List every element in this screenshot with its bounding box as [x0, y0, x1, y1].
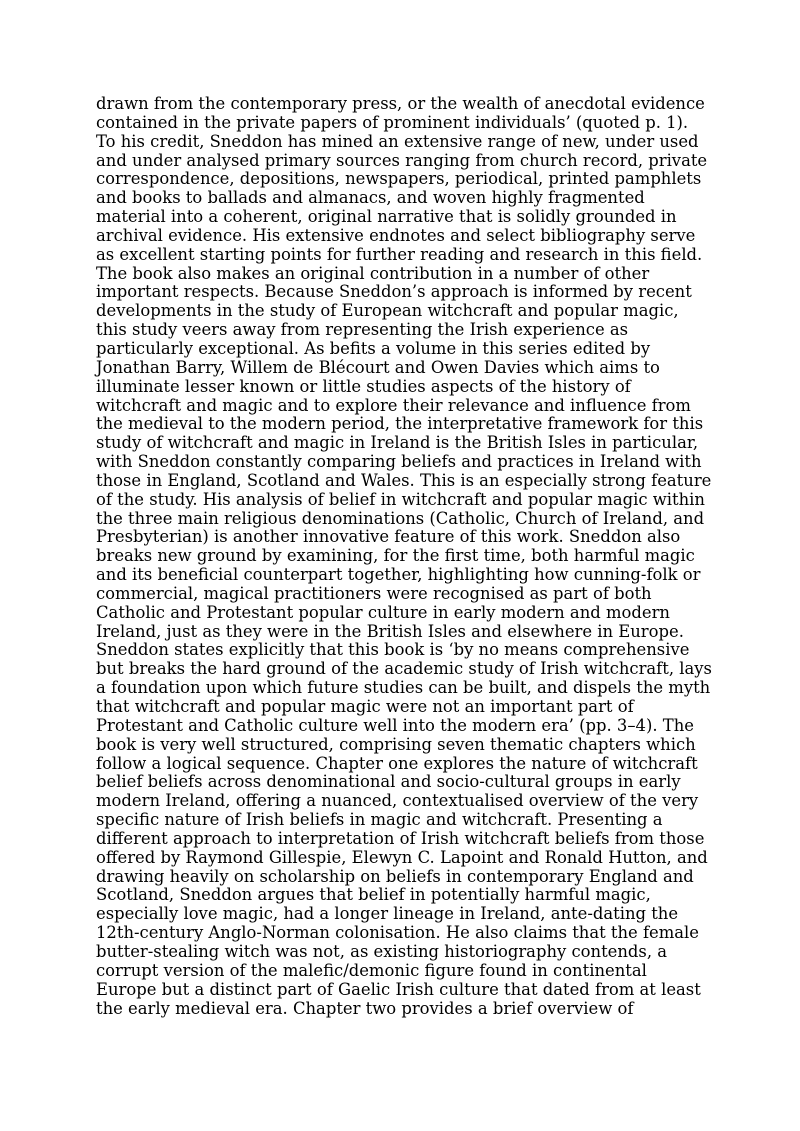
text-line: specific nature of Irish beliefs in magic and witchcraft. Presenting a — [96, 810, 663, 830]
text-line: contained in the private papers of prominent individuals’ (quoted p. 1). — [96, 112, 689, 132]
text-line: especially love magic, had a longer lineage in Ireland, ante-dating the — [96, 904, 679, 924]
text-line: correspondence, depositions, newspapers, periodical, printed pamphlets — [96, 169, 702, 189]
text-line: Ireland, just as they were in the British Isles and elsewhere in Europe. — [96, 621, 684, 641]
text-line: Europe but a distinct part of Gaelic Irish culture that dated from at least — [96, 979, 701, 999]
text-line: drawn from the contemporary press, or the wealth of anecdotal evidence — [96, 94, 705, 113]
text-line: of the study. His analysis of belief in witchcraft and popular magic within — [96, 489, 705, 509]
text-line: with Sneddon constantly comparing beliefs and practices in Ireland with — [96, 452, 702, 472]
text-line: commercial, magical practitioners were recognised as part of both — [96, 583, 652, 603]
text-line: and books to ballads and almanacs, and woven highly fragmented — [96, 188, 645, 208]
document-body — [96, 95, 716, 1018]
text-line: butter-stealing witch was not, as existing historiography contends, a — [96, 941, 668, 961]
text-line: that witchcraft and popular magic were not an important part of — [96, 697, 634, 716]
text-line: study of witchcraft and magic in Ireland is the British Isles in particular, — [96, 433, 699, 453]
text-line: as excellent starting points for further reading and research in this field. — [96, 244, 703, 264]
text-line: Catholic and Protestant popular culture in early modern and modern — [96, 602, 670, 622]
text-line: and under analysed primary sources ranging from church record, private — [96, 150, 708, 170]
text-line: and its beneficial counterpart together, highlighting how cunning-folk or — [96, 565, 701, 585]
text-line: To his credit, Sneddon has mined an extensive range of new, under used — [96, 131, 699, 151]
text-line: witchcraft and magic and to explore their relevance and influence from — [96, 395, 691, 415]
text-line: Protestant and Catholic culture well into the modern era’ (pp. 3–4). The — [96, 715, 694, 735]
text-line: illuminate lesser known or little studies aspects of the history of — [96, 376, 631, 396]
text-line: the medieval to the modern period, the interpretative framework for this — [96, 414, 704, 434]
text-line: the three main religious denominations (Catholic, Church of Ireland, and — [96, 508, 705, 528]
text-line: book is very well structured, comprising seven thematic chapters which — [96, 734, 696, 754]
text-line: Sneddon states explicitly that this book is ‘by no means comprehensive — [96, 640, 690, 660]
text-line: drawing heavily on scholarship on beliefs in contemporary England and — [96, 866, 694, 886]
text-line: Jonathan Barry, Willem de Blécourt and Owen Davies which aims to — [96, 357, 660, 377]
text-line: follow a logical sequence. Chapter one explores the nature of witchcraft — [96, 753, 698, 773]
text-line: but breaks the hard ground of the academic study of Irish witchcraft, lays — [96, 659, 712, 679]
text-line: offered by Raymond Gillespie, Elewyn C. Lapoint and Ronald Hutton, and — [96, 847, 708, 867]
text-line: archival evidence. His extensive endnotes and select bibliography serve — [96, 225, 696, 245]
text-line: material into a coherent, original narrative that is solidly grounded in — [96, 207, 677, 227]
text-line: different approach to interpretation of Irish witchcraft beliefs from those — [96, 828, 705, 848]
text-line: belief beliefs across denominational and socio-cultural groups in early — [96, 772, 681, 792]
text-line: breaks new ground by examining, for the first time, both harmful magic — [96, 546, 695, 566]
text-line: corrupt version of the malefic/demonic figure found in continental — [96, 960, 647, 980]
text-line: this study veers away from representing the Irish experience as — [96, 320, 629, 340]
text-line: Presbyterian) is another innovative feature of this work. Sneddon also — [96, 527, 681, 547]
text-line: developments in the study of European witchcraft and popular magic, — [96, 301, 679, 321]
text-line: Scotland, Sneddon argues that belief in potentially harmful magic, — [96, 885, 651, 905]
text-line: important respects. Because Sneddon’s approach is informed by recent — [96, 282, 692, 302]
text-line: a foundation upon which future studies can be built, and dispels the myth — [96, 678, 711, 698]
text-line: 12th-century Anglo-Norman colonisation. He also claims that the female — [96, 923, 699, 943]
text-line: modern Ireland, offering a nuanced, contextualised overview of the very — [96, 791, 699, 811]
text-line: the early medieval era. Chapter two provides a brief overview of — [96, 998, 634, 1018]
text-line: particularly exceptional. As befits a volume in this series edited by — [96, 338, 651, 358]
text-line: The book also makes an original contribution in a number of other — [96, 263, 650, 283]
text-line: those in England, Scotland and Wales. This is an especially strong feature — [96, 470, 712, 490]
